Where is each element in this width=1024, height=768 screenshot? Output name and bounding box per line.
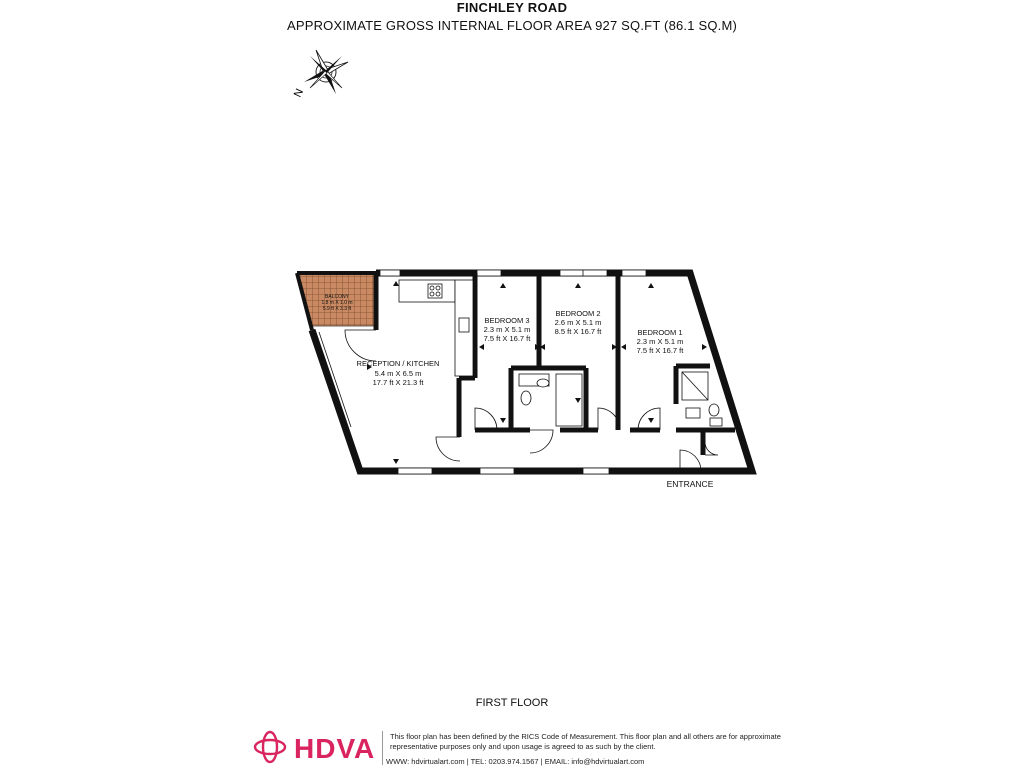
footer bbox=[250, 727, 790, 767]
reception-imperial: 17.7 ft X 21.3 ft bbox=[372, 378, 424, 387]
bedroom2-name: BEDROOM 2 bbox=[555, 309, 601, 318]
entrance-label: ENTRANCE bbox=[666, 479, 714, 489]
bedroom1-metric: 2.3 m X 5.1 m bbox=[636, 337, 684, 346]
bedroom2-imperial: 8.5 ft X 16.7 ft bbox=[554, 327, 602, 336]
disclaimer-text: This floor plan has been defined by the RICS Code of Measurement. This floor plan and all others are for approximate representative purposes only and upon usage is agreed to as such by the client. bbox=[390, 732, 781, 751]
reception-metric: 5.4 m X 6.5 m bbox=[374, 369, 422, 378]
bedroom1-name: BEDROOM 1 bbox=[637, 328, 683, 337]
contact-info: WWW: hdvirtualart.com | TEL: 0203.974.1567 | EMAIL: info@hdvirtualart.com bbox=[386, 757, 645, 766]
floor-label: FIRST FLOOR bbox=[475, 697, 549, 709]
compass-icon bbox=[304, 50, 348, 94]
hdva-logo-icon bbox=[250, 727, 290, 767]
balcony-name: BALCONY bbox=[325, 294, 349, 300]
brand-name: HDVA bbox=[294, 733, 376, 764]
bedroom3-metric: 2.3 m X 5.1 m bbox=[483, 325, 531, 334]
interior-walls bbox=[459, 273, 735, 455]
bedroom3-name: BEDROOM 3 bbox=[484, 316, 530, 325]
balcony-metric: 1.8 m X 1.0 m bbox=[321, 300, 353, 306]
bedroom1-imperial: 7.5 ft X 16.7 ft bbox=[636, 346, 684, 355]
footer-divider bbox=[382, 731, 383, 765]
floor-area-subtitle: APPROXIMATE GROSS INTERNAL FLOOR AREA 927 SQ.FT (86.1 SQ.M) bbox=[286, 18, 738, 33]
bedroom2-metric: 2.6 m X 5.1 m bbox=[554, 318, 602, 327]
reception-name: RECEPTION / KITCHEN bbox=[356, 359, 440, 368]
bedroom3-imperial: 7.5 ft X 16.7 ft bbox=[483, 334, 531, 343]
balcony-imperial: 5.9 ft X 3.3 ft bbox=[322, 306, 352, 312]
compass-north-label: N bbox=[291, 86, 307, 100]
plan-title: FINCHLEY ROAD bbox=[456, 0, 568, 15]
